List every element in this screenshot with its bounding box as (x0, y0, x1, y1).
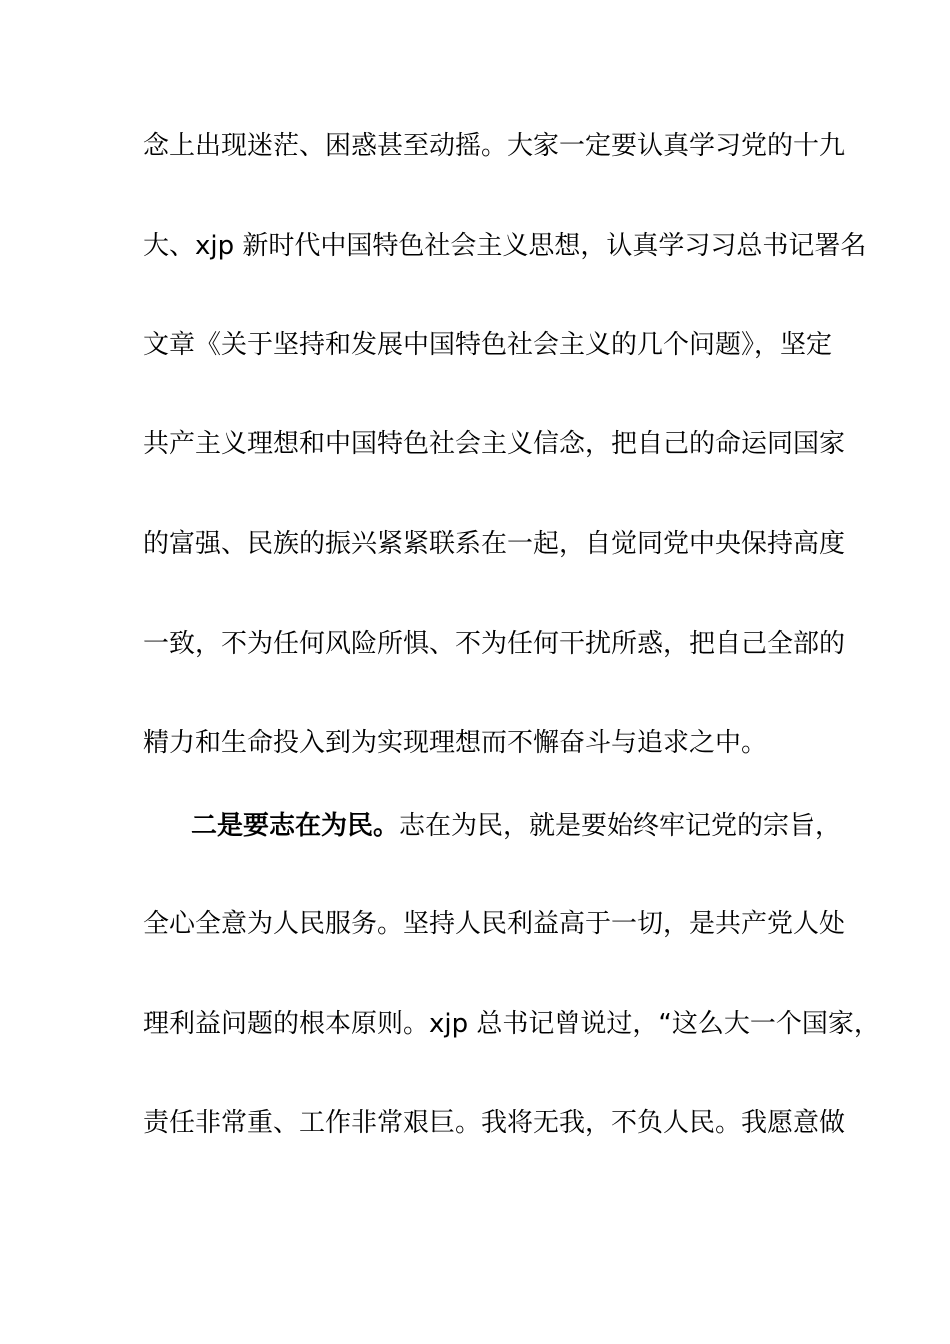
text-line: 全心全意为人民服务。坚持人民利益高于一切，是共产党人处 (143, 909, 846, 939)
paragraph-first-line-text: 志在为民，就是要始终牢记党的宗旨， (399, 811, 842, 841)
text-line: 文章《关于坚持和发展中国特色社会主义的几个问题》，坚定 (143, 330, 833, 360)
text-line: 共产主义理想和中国特色社会主义信念，把自己的命运同国家 (143, 429, 846, 459)
text-line: 念上出现迷茫、困惑甚至动摇。大家一定要认真学习党的十九 (143, 131, 846, 161)
text-line: 理利益问题的根本原则。xjp 总书记曾说过，“这么大一个国家， (143, 1009, 880, 1039)
text-line: 大、xjp 新时代中国特色社会主义思想，认真学习习总书记署名 (143, 231, 867, 261)
paragraph-first-line (191, 808, 881, 844)
text-line: 的富强、民族的振兴紧紧联系在一起，自觉同党中央保持高度 (143, 529, 846, 559)
text-line: 一致，不为任何风险所惧、不为任何干扰所惑，把自己全部的 (143, 629, 846, 659)
text-line: 精力和生命投入到为实现理想而不懈奋斗与追求之中。 (143, 728, 768, 758)
text-line: 责任非常重、工作非常艰巨。我将无我，不负人民。我愿意做 (143, 1108, 846, 1138)
paragraph-heading: 二是要志在为民。 (191, 811, 400, 841)
